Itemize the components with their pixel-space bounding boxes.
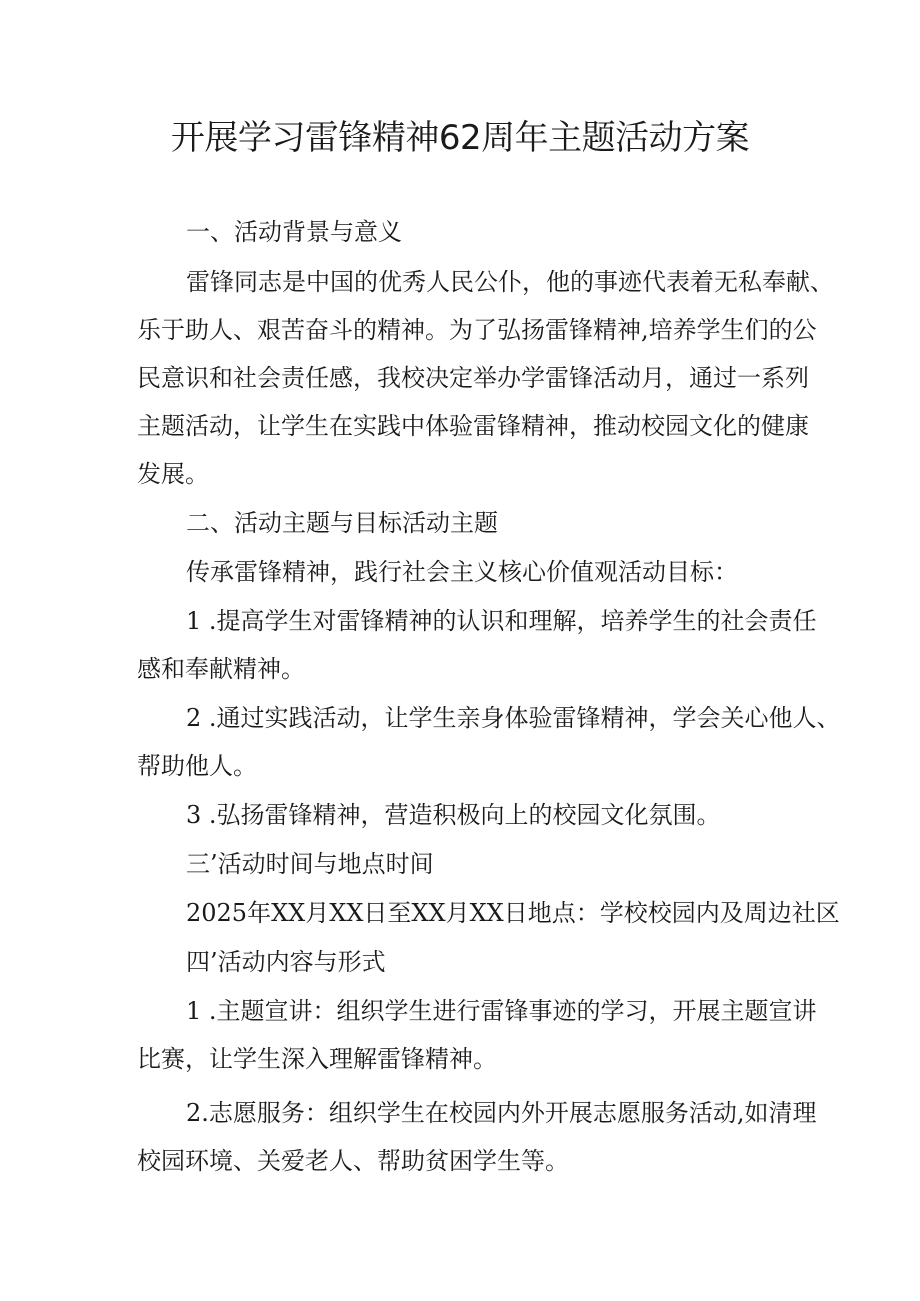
list-item-line: 2 .通过实践活动，让学生亲身体验雷锋精神，学会关心他人、 [186, 704, 841, 732]
section-heading-1: 一、活动背景与意义 [186, 218, 402, 246]
section-heading-4: 四’活动内容与形式 [186, 948, 386, 976]
document-title: 开展学习雷锋精神62周年主题活动方案 [170, 118, 750, 158]
paragraph-line: 传承雷锋精神，践行社会主义核心价值观活动目标： [186, 558, 738, 586]
list-item-line: 比赛，让学生深入理解雷锋精神。 [137, 1045, 497, 1073]
paragraph-line: 发展。 [137, 460, 209, 488]
list-item-line: 1 .提高学生对雷锋精神的认识和理解，培养学生的社会责任 [186, 607, 817, 635]
list-item-line: 1 .主题宣讲：组织学生进行雷锋事迹的学习，开展主题宣讲 [186, 997, 817, 1025]
list-item-line: 校园环境、关爱老人、帮助贫困学生等。 [137, 1147, 569, 1175]
list-item-line: 感和奉献精神。 [137, 655, 305, 683]
paragraph-line: 2025年XX月XX日至XX月XX日地点：学校校园内及周边社区 [186, 899, 840, 927]
paragraph-line: 民意识和社会责任感，我校决定举办学雷锋活动月，通过一系列 [137, 364, 809, 392]
paragraph-line: 雷锋同志是中国的优秀人民公仆，他的事迹代表着无私奉献、 [186, 268, 834, 296]
paragraph-line: 主题活动，让学生在实践中体验雷锋精神，推动校园文化的健康 [137, 412, 809, 440]
section-heading-2: 二、活动主题与目标活动主题 [186, 509, 498, 537]
paragraph-line: 乐于助人、艰苦奋斗的精神。为了弘扬雷锋精神,培养学生们的公 [137, 316, 817, 344]
list-item-line: 3 .弘扬雷锋精神，营造积极向上的校园文化氛围。 [186, 801, 721, 829]
list-item-line: 2.志愿服务：组织学生在校园内外开展志愿服务活动,如清理 [186, 1099, 817, 1127]
list-item-line: 帮助他人。 [137, 752, 257, 780]
section-heading-3: 三’活动时间与地点时间 [186, 850, 434, 878]
